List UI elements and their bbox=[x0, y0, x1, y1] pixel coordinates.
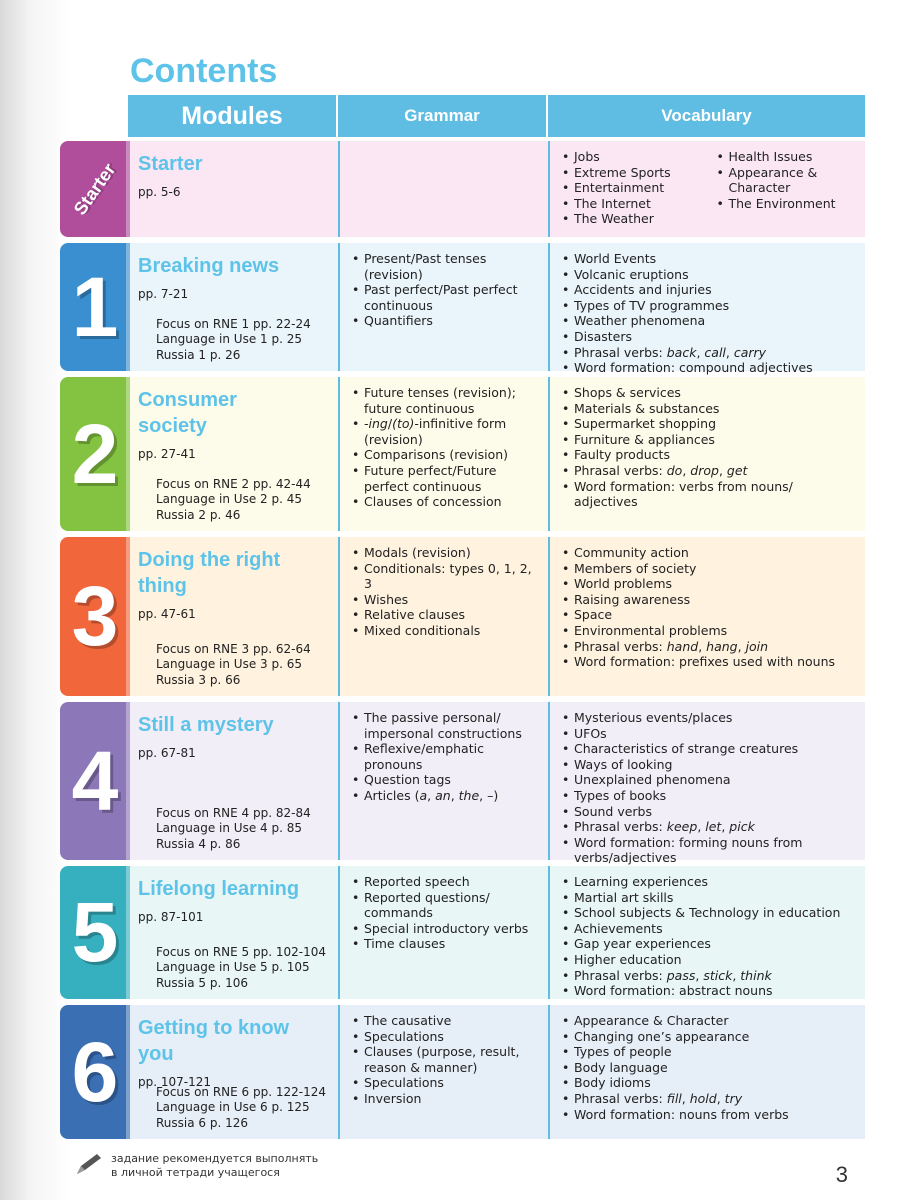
grammar-item: • Reflexive/emphatic pronouns bbox=[350, 741, 538, 772]
grammar-cell bbox=[338, 537, 548, 696]
grammar-item: • Speculations bbox=[350, 1029, 538, 1045]
module-pages: pp. 87-101 bbox=[138, 910, 204, 924]
module-reference: Focus on RNE 5 pp. 102-104 bbox=[156, 944, 327, 959]
grammar-item: • Past perfect/Past perfect continuous bbox=[350, 282, 538, 313]
grammar-list bbox=[350, 710, 538, 804]
module-title: Still a mystery bbox=[138, 714, 274, 736]
grammar-item: • Question tags bbox=[350, 772, 538, 788]
footer-note-line-2: в личной тетради учащегося bbox=[111, 1166, 280, 1179]
grammar-item: • Reported speech bbox=[350, 874, 538, 890]
module-tab-4 bbox=[60, 702, 130, 860]
grammar-item: • Time clauses bbox=[350, 936, 538, 952]
vocabulary-item: • Community action bbox=[560, 545, 855, 561]
vocabulary-cell bbox=[548, 377, 865, 531]
vocabulary-list bbox=[715, 149, 856, 227]
module-reference: Russia 4 p. 86 bbox=[156, 836, 241, 851]
vocabulary-item: • Appearance & Character bbox=[715, 165, 856, 196]
table-header bbox=[128, 95, 865, 137]
vocabulary-item: • Faulty products bbox=[560, 447, 855, 463]
vocabulary-item: • Sound verbs bbox=[560, 804, 855, 820]
vocabulary-list bbox=[560, 149, 701, 227]
vocabulary-item: • Higher education bbox=[560, 952, 855, 968]
vocabulary-item: • Entertainment bbox=[560, 180, 701, 196]
vocabulary-list bbox=[560, 385, 855, 510]
vocabulary-item: • Word formation: prefixes used with nouns bbox=[560, 654, 855, 670]
module-reference: Language in Use 6 p. 125 bbox=[156, 1100, 310, 1114]
vocabulary-item: • Word formation: compound adjectives bbox=[560, 360, 855, 376]
module-pages: pp. 5-6 bbox=[138, 185, 181, 199]
module-pages: pp. 47-61 bbox=[138, 607, 196, 621]
vocabulary-item: • World problems bbox=[560, 576, 855, 592]
grammar-item: • -ing/(to)-infinitive form (revision) bbox=[350, 416, 538, 447]
grammar-item: • Speculations bbox=[350, 1075, 538, 1091]
vocabulary-cell bbox=[548, 1005, 865, 1139]
vocabulary-list bbox=[560, 874, 855, 999]
module-tab-label: 2 bbox=[71, 406, 119, 501]
module-reference: Russia 5 p. 106 bbox=[156, 975, 249, 990]
vocabulary-item: • Characteristics of strange creatures bbox=[560, 741, 855, 757]
vocabulary-item: • Shops & services bbox=[560, 385, 855, 401]
vocabulary-item: • Word formation: verbs from nouns/ adjectives bbox=[560, 479, 855, 510]
vocabulary-list bbox=[560, 710, 855, 866]
module-row bbox=[128, 1005, 865, 1139]
footer-note-line-1: задание рекомендуется выполнять bbox=[111, 1152, 319, 1165]
header-grammar: Grammar bbox=[338, 95, 548, 137]
grammar-cell bbox=[338, 1005, 548, 1139]
grammar-item: • Mixed conditionals bbox=[350, 623, 538, 639]
grammar-cell bbox=[338, 866, 548, 999]
vocabulary-item: • Changing one’s appearance bbox=[560, 1029, 855, 1045]
module-title: Doing the right thing bbox=[138, 549, 281, 597]
vocabulary-item: • Types of books bbox=[560, 788, 855, 804]
vocabulary-cell bbox=[548, 866, 865, 999]
vocabulary-item: • Disasters bbox=[560, 329, 855, 345]
module-tab-2 bbox=[60, 377, 130, 531]
module-pages: pp. 67-81 bbox=[138, 746, 196, 760]
grammar-item: • The causative bbox=[350, 1013, 538, 1029]
vocabulary-item: • Phrasal verbs: keep, let, pick bbox=[560, 819, 855, 835]
vocabulary-cell bbox=[548, 141, 865, 237]
vocabulary-item: • Word formation: abstract nouns bbox=[560, 983, 855, 999]
vocabulary-item: • Body idioms bbox=[560, 1075, 855, 1091]
module-reference: Focus on RNE 4 pp. 82-84 bbox=[156, 805, 311, 820]
vocabulary-item: • Phrasal verbs: hand, hang, join bbox=[560, 639, 855, 655]
vocabulary-item: • UFOs bbox=[560, 726, 855, 742]
vocabulary-cell bbox=[548, 702, 865, 866]
vocabulary-item: • Achievements bbox=[560, 921, 855, 937]
vocabulary-item: • Supermarket shopping bbox=[560, 416, 855, 432]
module-tab-label: 5 bbox=[71, 885, 119, 979]
module-cell bbox=[128, 702, 338, 860]
module-cell bbox=[128, 141, 338, 237]
pencil-icon bbox=[75, 1152, 103, 1176]
grammar-cell bbox=[338, 702, 548, 860]
vocabulary-item: • Word formation: forming nouns from verbs/adjectives bbox=[560, 835, 855, 866]
vocabulary-item: • The Environment bbox=[715, 196, 856, 212]
module-row bbox=[128, 866, 865, 999]
module-tab-label: 4 bbox=[71, 733, 119, 828]
module-references bbox=[156, 477, 311, 524]
grammar-list bbox=[350, 874, 538, 952]
vocabulary-item: • Phrasal verbs: do, drop, get bbox=[560, 463, 855, 479]
grammar-list bbox=[350, 385, 538, 510]
grammar-item: • Articles (a, an, the, –) bbox=[350, 788, 538, 804]
module-references bbox=[156, 642, 311, 689]
module-reference: Focus on RNE 2 pp. 42-44 bbox=[156, 476, 311, 491]
module-cell bbox=[128, 537, 338, 696]
vocabulary-item: • The Internet bbox=[560, 196, 701, 212]
vocabulary-item: • Health Issues bbox=[715, 149, 856, 165]
module-tab-6 bbox=[60, 1005, 130, 1139]
header-vocabulary: Vocabulary bbox=[661, 106, 752, 125]
module-cell bbox=[128, 1005, 338, 1139]
module-references bbox=[156, 317, 311, 364]
module-tab-label: Starter bbox=[69, 159, 120, 219]
grammar-item: • Inversion bbox=[350, 1091, 538, 1107]
module-reference: Language in Use 2 p. 45 bbox=[156, 492, 302, 506]
vocabulary-item: • Volcanic eruptions bbox=[560, 267, 855, 283]
grammar-item: • Modals (revision) bbox=[350, 545, 538, 561]
grammar-item: • Wishes bbox=[350, 592, 538, 608]
grammar-item: • Special introductory verbs bbox=[350, 921, 538, 937]
module-cell bbox=[128, 243, 338, 371]
vocabulary-list bbox=[560, 545, 855, 670]
page-number: 3 bbox=[835, 1162, 848, 1187]
grammar-cell bbox=[338, 141, 548, 237]
module-pages: pp. 27-41 bbox=[138, 447, 196, 461]
module-reference: Russia 6 p. 126 bbox=[156, 1115, 249, 1130]
module-reference: Language in Use 3 p. 65 bbox=[156, 657, 302, 671]
vocabulary-item: • Ways of looking bbox=[560, 757, 855, 773]
module-title: Lifelong learning bbox=[138, 878, 300, 900]
module-pages: pp. 107-121 bbox=[138, 1075, 212, 1089]
vocabulary-item: • Accidents and injuries bbox=[560, 282, 855, 298]
grammar-item: • Reported questions/ commands bbox=[350, 890, 538, 921]
grammar-item: • Comparisons (revision) bbox=[350, 447, 538, 463]
vocabulary-item: • Extreme Sports bbox=[560, 165, 701, 181]
grammar-item: • Relative clauses bbox=[350, 607, 538, 623]
vocabulary-item: • Unexplained phenomena bbox=[560, 772, 855, 788]
grammar-cell bbox=[338, 377, 548, 531]
footer-note bbox=[75, 1152, 318, 1180]
vocabulary-item: • Gap year experiences bbox=[560, 936, 855, 952]
vocabulary-item: • Furniture & appliances bbox=[560, 432, 855, 448]
vocabulary-item: • Jobs bbox=[560, 149, 701, 165]
module-row bbox=[128, 243, 865, 376]
vocabulary-cell bbox=[548, 537, 865, 696]
module-title: Consumer society bbox=[138, 389, 237, 437]
module-tab-5 bbox=[60, 866, 130, 999]
grammar-item: • Conditionals: types 0, 1, 2, 3 bbox=[350, 561, 538, 592]
vocabulary-item: • Space bbox=[560, 607, 855, 623]
vocabulary-item: • Body language bbox=[560, 1060, 855, 1076]
vocabulary-item: • Phrasal verbs: back, call, carry bbox=[560, 345, 855, 361]
vocabulary-item: • Members of society bbox=[560, 561, 855, 577]
vocabulary-item: • The Weather bbox=[560, 211, 701, 227]
grammar-cell bbox=[338, 243, 548, 371]
module-tab-label: 1 bbox=[71, 259, 119, 354]
grammar-list bbox=[350, 545, 538, 639]
vocabulary-list bbox=[560, 251, 855, 376]
module-reference: Language in Use 4 p. 85 bbox=[156, 821, 302, 835]
module-row bbox=[128, 377, 865, 531]
module-row bbox=[128, 702, 865, 866]
module-tab-3 bbox=[60, 537, 130, 696]
vocabulary-cell bbox=[548, 243, 865, 376]
module-cell bbox=[128, 866, 338, 999]
vocabulary-item: • Appearance & Character bbox=[560, 1013, 855, 1029]
module-title: Breaking news bbox=[138, 255, 280, 277]
grammar-item: • Clauses (purpose, result, reason & manner) bbox=[350, 1044, 538, 1075]
module-row bbox=[128, 537, 865, 696]
module-references bbox=[156, 806, 311, 853]
grammar-item: • Quantifiers bbox=[350, 313, 538, 329]
vocabulary-item: • World Events bbox=[560, 251, 855, 267]
header-modules: Modules bbox=[128, 95, 338, 137]
vocabulary-item: • Environmental problems bbox=[560, 623, 855, 639]
vocabulary-item: • Martial art skills bbox=[560, 890, 855, 906]
module-tab-label: 3 bbox=[71, 569, 119, 663]
grammar-item: • The passive personal/ impersonal constructions bbox=[350, 710, 538, 741]
module-tab-label: 6 bbox=[71, 1024, 119, 1119]
module-reference: Russia 2 p. 46 bbox=[156, 507, 241, 522]
module-reference: Russia 1 p. 26 bbox=[156, 347, 241, 362]
grammar-item: • Future tenses (revision); future continuous bbox=[350, 385, 538, 416]
vocabulary-item: • Weather phenomena bbox=[560, 313, 855, 329]
module-reference: Language in Use 1 p. 25 bbox=[156, 332, 302, 346]
module-reference: Focus on RNE 3 pp. 62-64 bbox=[156, 641, 311, 656]
vocabulary-item: • Raising awareness bbox=[560, 592, 855, 608]
vocabulary-item: • Types of TV programmes bbox=[560, 298, 855, 314]
module-reference: Focus on RNE 1 pp. 22-24 bbox=[156, 316, 311, 331]
module-title: Getting to know you bbox=[138, 1017, 290, 1065]
module-title: Starter bbox=[138, 153, 203, 175]
vocabulary-item: • School subjects & Technology in education bbox=[560, 905, 855, 921]
vocabulary-item: • Materials & substances bbox=[560, 401, 855, 417]
vocabulary-item: • Learning experiences bbox=[560, 874, 855, 890]
vocabulary-item: • Mysterious events/places bbox=[560, 710, 855, 726]
module-reference: Russia 3 p. 66 bbox=[156, 672, 241, 687]
grammar-item: • Present/Past tenses (revision) bbox=[350, 251, 538, 282]
module-reference: Focus on RNE 6 pp. 122-124 bbox=[156, 1084, 327, 1099]
grammar-list bbox=[350, 1013, 538, 1107]
vocabulary-item: • Phrasal verbs: pass, stick, think bbox=[560, 968, 855, 984]
page-title: Contents bbox=[130, 52, 278, 90]
grammar-item: • Clauses of concession bbox=[350, 494, 538, 510]
module-cell bbox=[128, 377, 338, 531]
module-reference: Language in Use 5 p. 105 bbox=[156, 960, 310, 974]
module-tab-1 bbox=[60, 243, 130, 371]
module-pages: pp. 7-21 bbox=[138, 287, 189, 301]
module-tab-starter bbox=[60, 141, 130, 237]
vocabulary-item: • Word formation: nouns from verbs bbox=[560, 1107, 855, 1123]
module-references bbox=[156, 945, 326, 992]
vocabulary-list bbox=[560, 1013, 855, 1122]
grammar-item: • Future perfect/Future perfect continuous bbox=[350, 463, 538, 494]
grammar-list bbox=[350, 251, 538, 329]
module-references bbox=[156, 1085, 326, 1132]
vocabulary-item: • Phrasal verbs: fill, hold, try bbox=[560, 1091, 855, 1107]
module-row bbox=[128, 141, 865, 237]
vocabulary-item: • Types of people bbox=[560, 1044, 855, 1060]
